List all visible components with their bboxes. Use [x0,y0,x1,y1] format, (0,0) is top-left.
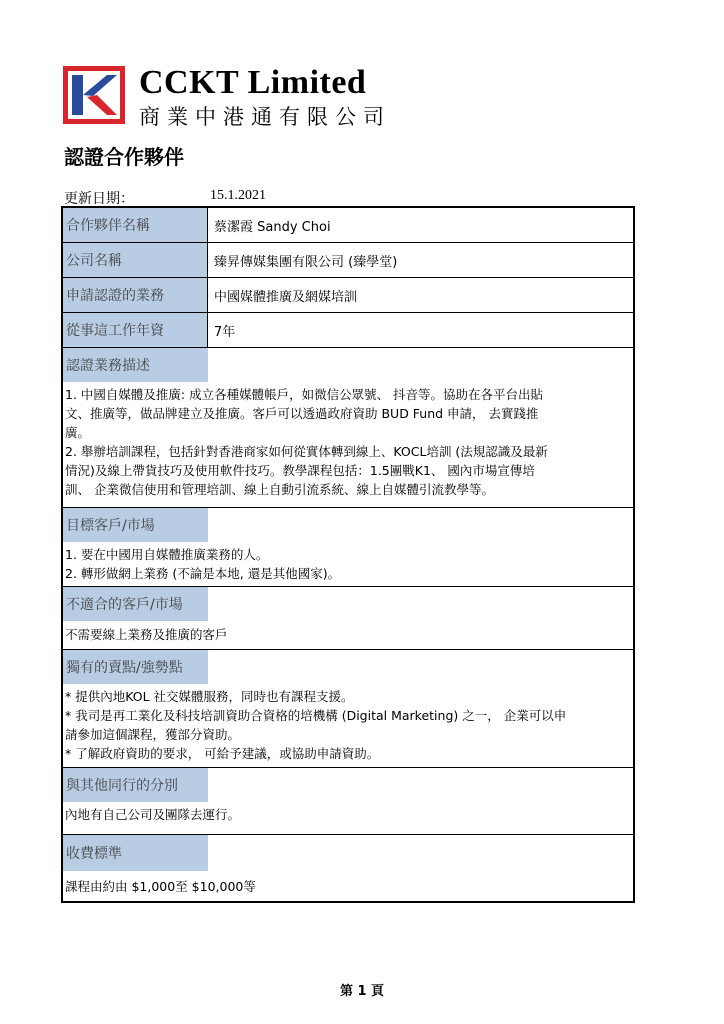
section-selling-points [63,650,633,768]
text-line: 訓、 企業微信使用和管理培訓、線上自動引流系統、線上自媒體引流教學等。 [65,482,494,497]
k-logo-icon [63,66,125,124]
company-name-cn: 商業中港通有限公司 [139,105,391,129]
section-fees [63,835,633,901]
company-logo [63,66,393,128]
company-name-en: CCKT Limited [139,64,367,101]
row-partner-name [63,208,633,243]
section-body [65,545,629,583]
field-label: 公司名稱 [63,243,208,277]
section-target-market [63,508,633,587]
section-label: 獨有的賣點/強勢點 [63,650,208,684]
section-business-description [63,348,633,508]
text-line: 1. 要在中國用自媒體推廣業務的人。 [65,547,269,562]
section-body [65,385,629,499]
text-line: * 我司是再工業化及科技培訓資助合資格的培機構 (Digital Marketing) 之一， 企業可以申 [65,708,567,723]
update-date-label: 更新日期： [64,191,134,207]
text-line: 課程由約由 $1,000至 $10,000等 [65,879,256,894]
text-line: 2. 轉形做網上業務 (不論是本地, 還是其他國家)。 [65,566,341,581]
text-line: 廣。 [65,425,91,440]
text-line: 內地有自己公司及團隊去運行。 [65,807,241,822]
text-line: 情況)及線上帶貨技巧及使用軟件技巧。教學課程包括：1.5團戰K1、 國內市場宣傳培 [65,463,535,478]
section-label: 認證業務描述 [63,348,208,382]
section-body [65,805,629,824]
row-business [63,278,633,313]
field-label: 從事這工作年資 [63,313,208,347]
text-line: 1. 中國自媒體及推廣: 成立各種媒體帳戶，如微信公眾號、 抖音等。協助在各平台出貼 [65,387,544,402]
section-label: 收費標準 [63,835,208,871]
section-differentiation [63,768,633,835]
update-date-value: 15.1.2021 [210,188,266,203]
section-body [65,877,629,896]
text-line: * 了解政府資助的要求， 可給予建議，或協助申請資助。 [65,746,380,761]
section-label: 與其他同行的分別 [63,768,208,802]
text-line: 不需要線上業務及推廣的客戶 [65,627,228,642]
text-line: * 提供內地KOL 社交媒體服務，同時也有課程支援。 [65,689,354,704]
field-label: 合作夥伴名稱 [63,208,208,242]
row-company-name [63,243,633,278]
section-body [65,625,629,644]
page-title: 認證合作夥伴 [64,145,184,169]
field-value: 中國媒體推廣及網媒培訓 [214,289,358,305]
partner-info-table [61,206,635,903]
section-label: 目標客戶/市場 [63,508,208,542]
field-label: 申請認證的業務 [63,278,208,312]
text-line: 2. 舉辦培訓課程，包括針對香港商家如何從實体轉到線上、KOCL培訓 (法規認識及最新 [65,444,548,459]
text-line: 文、推廣等，做品牌建立及推廣。客戶可以透過政府資助 BUD Fund 申請， 去實踐推 [65,406,539,421]
field-value: 蔡潔霞 Sandy Choi [214,219,331,235]
row-years [63,313,633,348]
field-value: 臻昇傳媒集團有限公司 (臻學堂) [214,254,398,270]
section-unsuitable-market [63,587,633,650]
section-body [65,687,629,763]
field-value: 7年 [214,324,236,340]
text-line: 請參加這個課程，獲部分資助。 [65,727,241,742]
section-label: 不適合的客戶/市場 [63,587,208,621]
page-number: 第 1 頁 [339,984,385,999]
